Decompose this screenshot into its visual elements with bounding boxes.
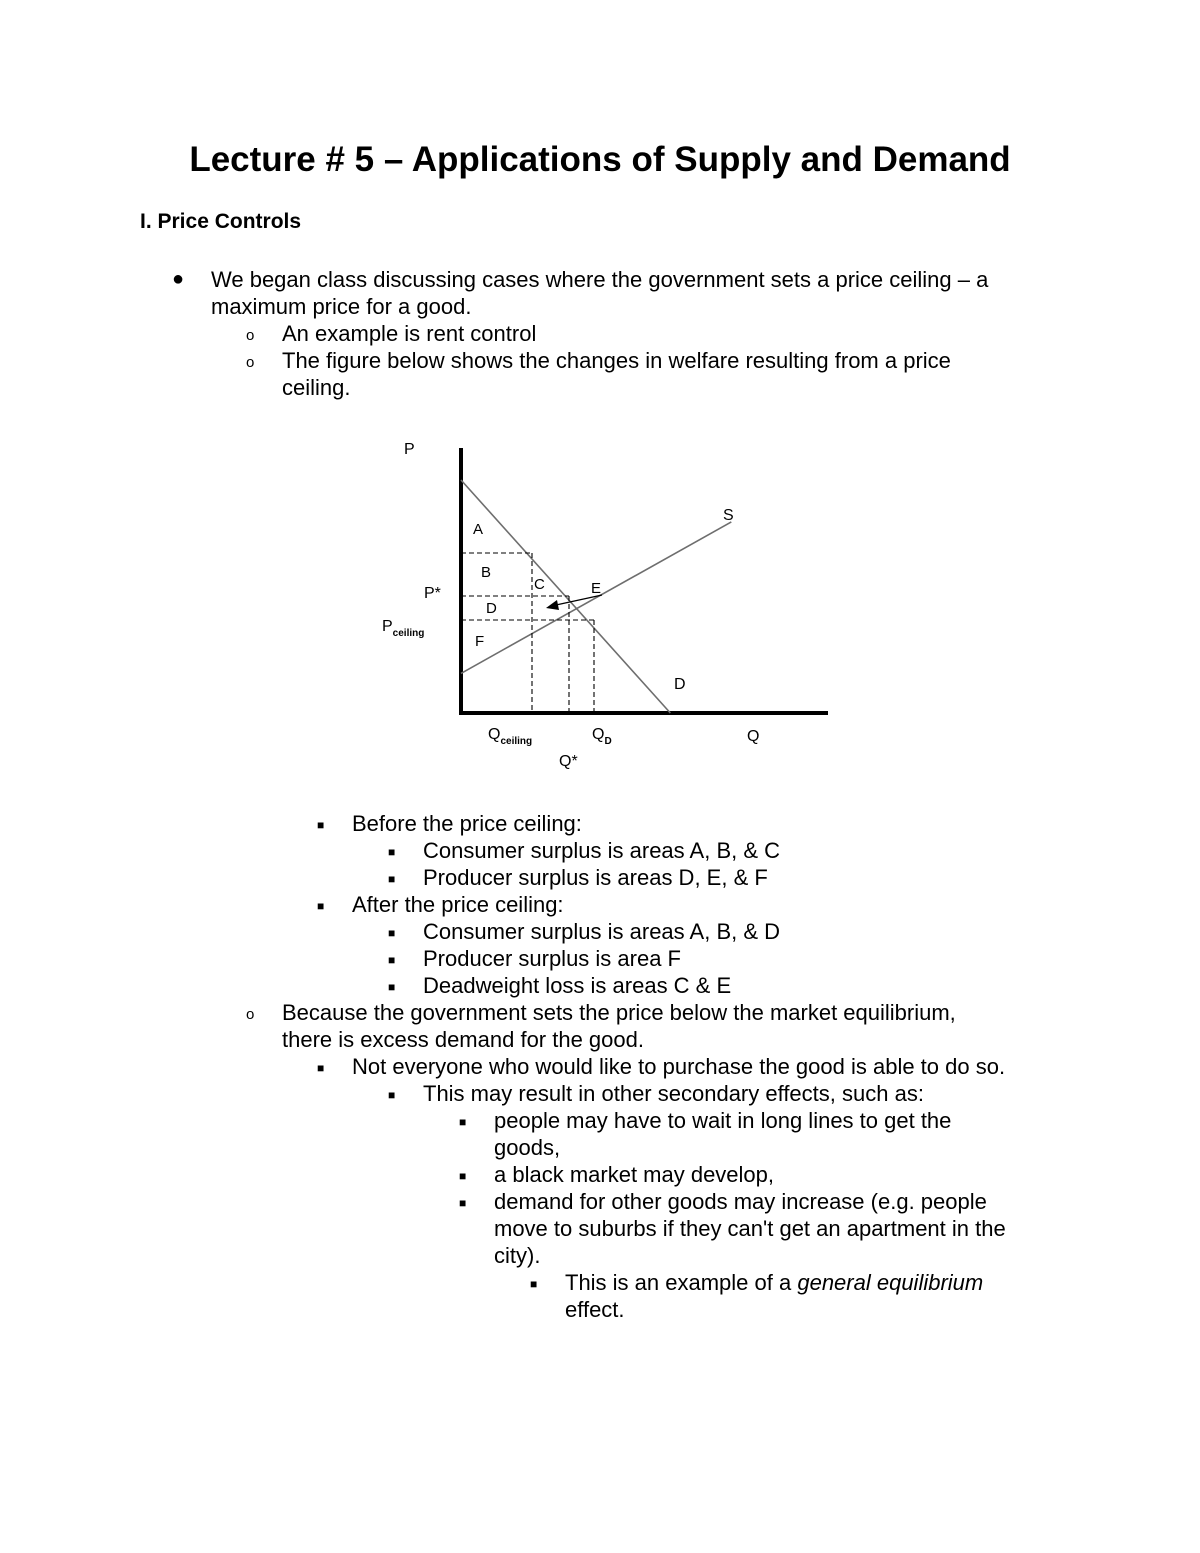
ge-italic-term: general equilibrium — [797, 1270, 984, 1295]
bullet-before-ceiling: Before the price ceiling: — [352, 811, 582, 836]
bullet-square-icon: ■ — [388, 845, 396, 859]
page-title: Lecture # 5 – Applications of Supply and Demand — [189, 140, 1011, 179]
bullet-circle-icon: o — [246, 327, 255, 344]
bullet-square-icon: ■ — [530, 1277, 538, 1291]
supply-curve-label: S — [723, 507, 734, 524]
bullet-circle-icon: o — [246, 1006, 255, 1023]
area-label-c: C — [534, 576, 545, 593]
demand-curve-label: D — [674, 676, 686, 693]
bullet-long-lines: people may have to wait in long lines to get the — [494, 1108, 952, 1133]
bullet-general-equilibrium-cont: effect. — [565, 1297, 625, 1322]
bullet-because-cont: there is excess demand for the good. — [282, 1027, 644, 1052]
bullet-square-icon: ■ — [317, 1061, 325, 1075]
area-label-f: F — [475, 633, 485, 650]
bullet-long-lines-cont: goods, — [494, 1135, 561, 1160]
bullet-not-everyone: Not everyone who would like to purchase the good is able to do so. — [352, 1054, 1006, 1079]
bullet-square-icon: ■ — [459, 1115, 467, 1129]
bullet-circle-icon: o — [246, 354, 255, 371]
p-star-label: P* — [424, 585, 441, 602]
bullet-square-icon: ■ — [388, 1088, 396, 1102]
bullet-figure-intro: The figure below shows the changes in welfare resulting from a price — [282, 348, 951, 373]
x-axis-label: Q — [747, 728, 760, 745]
q-ceiling-label: $Q_{ceiling}$ — [488, 726, 533, 747]
bullet-figure-intro-cont: ceiling. — [282, 375, 351, 400]
q-d-label: $Q_D$ — [592, 726, 612, 747]
bullet-square-icon: ■ — [459, 1169, 467, 1183]
bullet-square-icon: ■ — [459, 1196, 467, 1210]
bullet-before-ps: Producer surplus is areas D, E, & F — [423, 865, 768, 890]
area-label-d: D — [486, 600, 497, 617]
bullet-square-icon: ■ — [388, 980, 396, 994]
bullet-after-dwl: Deadweight loss is areas C & E — [423, 973, 732, 998]
p-ceiling-label: $P_{ceiling}$ — [382, 618, 425, 639]
bullet-price-ceiling: We began class discussing cases where the government sets a price ceiling – a — [211, 267, 989, 292]
bullet-dot-icon: ● — [172, 268, 185, 290]
bullet-rent-control: An example is rent control — [282, 321, 537, 346]
bullet-secondary-effects: This may result in other secondary effects, such as: — [423, 1081, 924, 1106]
bullet-after-ps: Producer surplus is area F — [423, 946, 681, 971]
area-label-b: B — [481, 564, 492, 581]
ge-prefix-text: This is an example of a — [565, 1270, 798, 1295]
price-ceiling-chart — [370, 430, 840, 780]
bullet-black-market: a black market may develop, — [494, 1162, 775, 1187]
bullet-square-icon: ■ — [388, 872, 396, 886]
bullet-square-icon: ■ — [388, 953, 396, 967]
bullet-general-equilibrium — [565, 1269, 983, 1296]
bullet-other-goods-cont: city). — [494, 1243, 541, 1268]
bullet-price-ceiling-cont: maximum price for a good. — [211, 294, 472, 319]
bullet-after-ceiling: After the price ceiling: — [352, 892, 564, 917]
supply-curve — [461, 522, 731, 673]
bullet-other-goods-cont: move to suburbs if they can't get an apartment in the — [494, 1216, 1006, 1241]
bullet-after-cs: Consumer surplus is areas A, B, & D — [423, 919, 781, 944]
q-star-label: Q* — [559, 753, 578, 770]
section-heading: I. Price Controls — [140, 210, 302, 233]
y-axis-label: P — [404, 441, 415, 458]
bullet-other-goods: demand for other goods may increase (e.g. people — [494, 1189, 987, 1214]
bullet-square-icon: ■ — [388, 926, 396, 940]
bullet-square-icon: ■ — [317, 899, 325, 913]
bullet-because: Because the government sets the price below the market equilibrium, — [282, 1000, 956, 1025]
bullet-square-icon: ■ — [317, 818, 325, 832]
bullet-before-cs: Consumer surplus is areas A, B, & C — [423, 838, 781, 863]
arrow-head-icon — [546, 600, 559, 610]
area-label-e: E — [591, 580, 602, 597]
area-label-a: A — [473, 521, 484, 538]
